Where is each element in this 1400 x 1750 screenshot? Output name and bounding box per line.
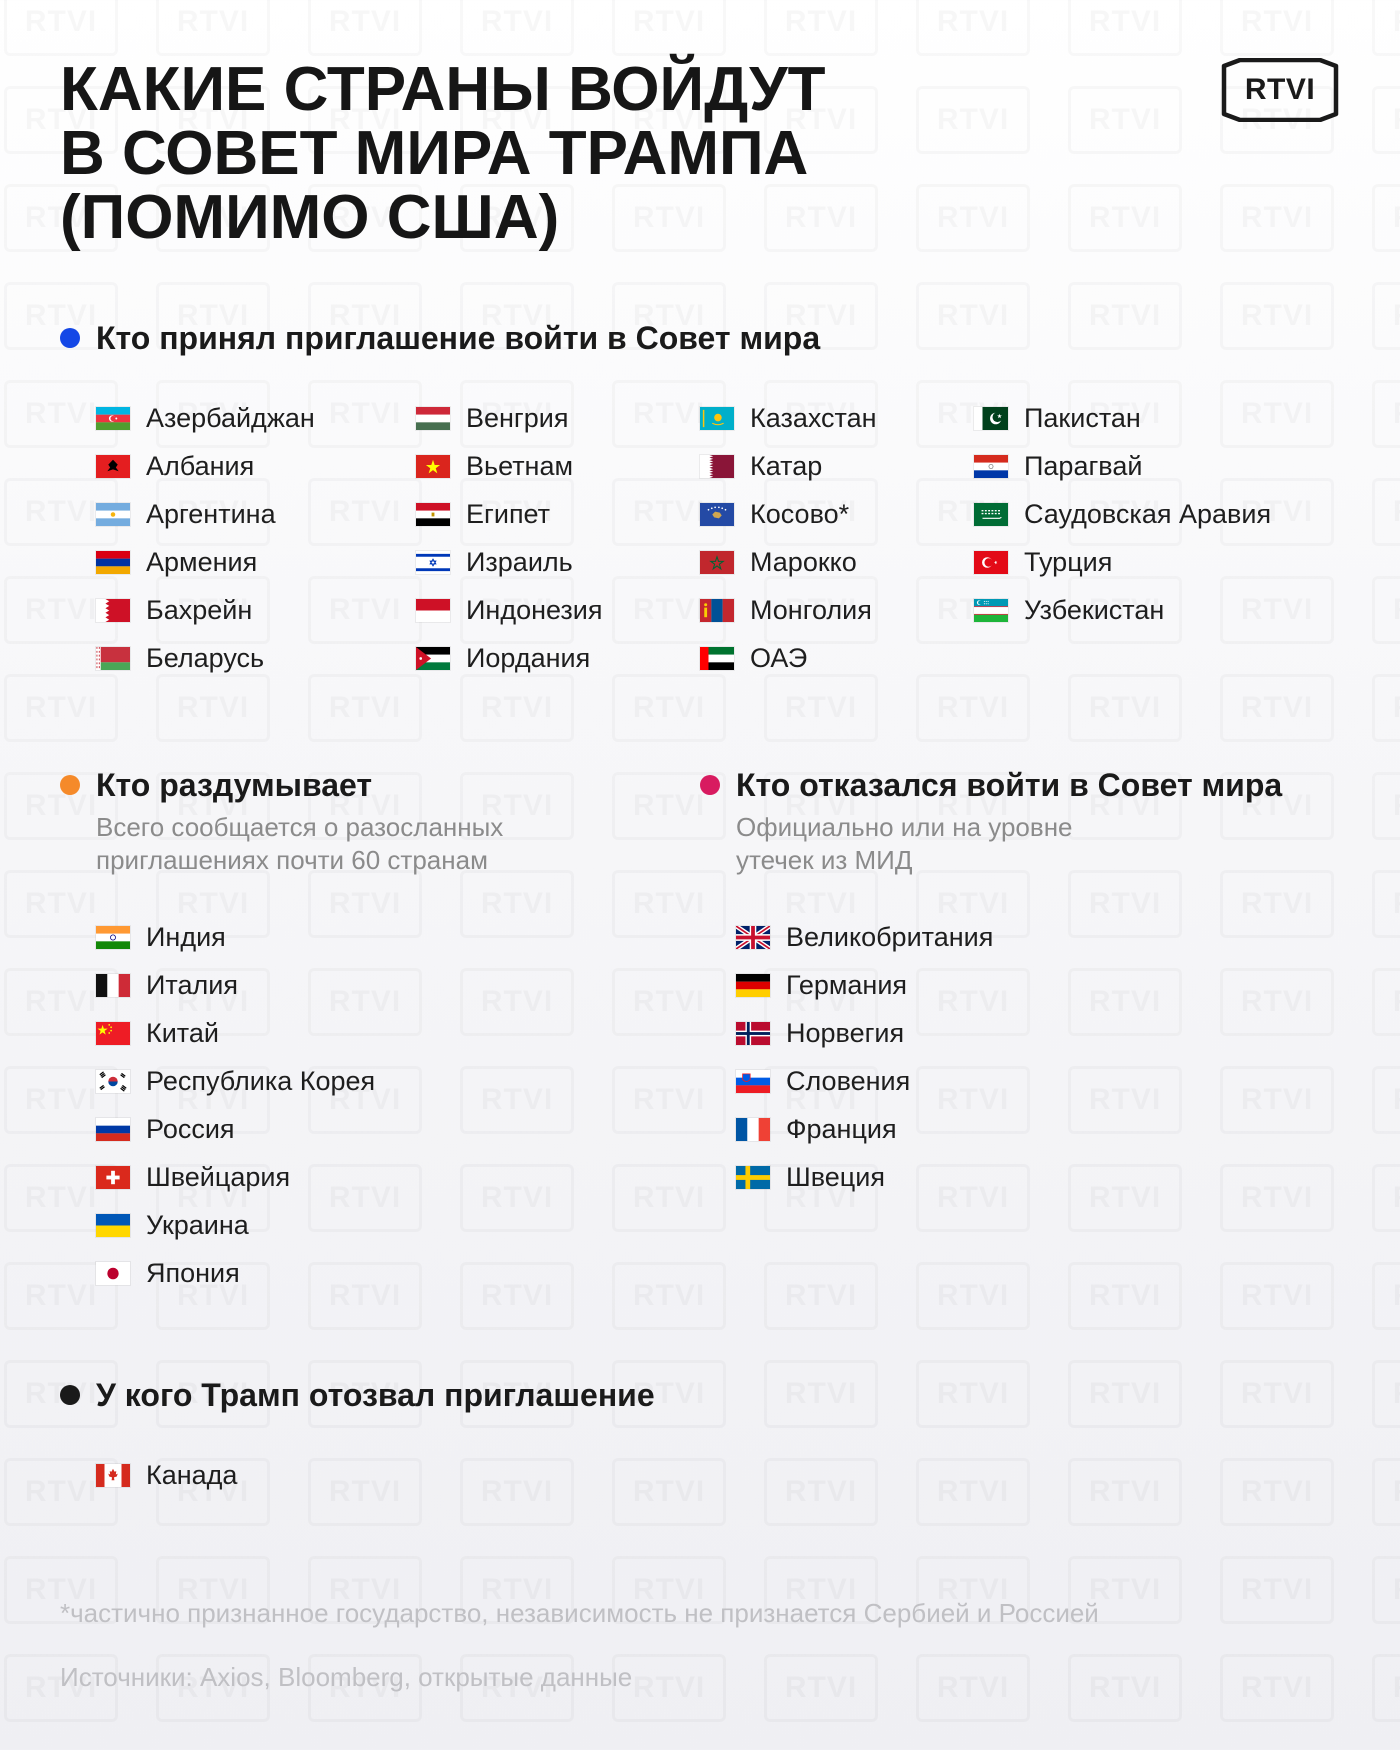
watermark-logo bbox=[764, 0, 878, 56]
watermark-logo bbox=[1220, 184, 1334, 252]
turkey-flag-icon bbox=[974, 551, 1008, 574]
argentina-flag-icon bbox=[96, 503, 130, 526]
country-name: Монголия bbox=[750, 594, 872, 625]
black-dot-icon bbox=[60, 1385, 80, 1405]
watermark-logo bbox=[460, 0, 574, 56]
watermark-logo bbox=[1220, 0, 1334, 56]
country-item bbox=[416, 634, 700, 682]
watermark-logo bbox=[156, 674, 270, 742]
canada-flag-icon bbox=[96, 1464, 130, 1487]
country-name: Словения bbox=[786, 1065, 911, 1096]
blue-dot-icon bbox=[60, 328, 80, 348]
country-item bbox=[736, 1105, 1236, 1153]
country-name: Беларусь bbox=[146, 642, 265, 673]
kosovo-flag-icon bbox=[700, 503, 734, 526]
country-name: Япония bbox=[146, 1257, 240, 1288]
country-item bbox=[974, 490, 1304, 538]
country-name: Республика Корея bbox=[146, 1065, 376, 1096]
country-name: Аргентина bbox=[146, 498, 276, 529]
country-name: Норвегия bbox=[786, 1017, 905, 1048]
uae-flag-icon bbox=[700, 647, 734, 670]
country-item bbox=[700, 586, 974, 634]
watermark-logo bbox=[1372, 1066, 1400, 1134]
watermark-logo bbox=[612, 674, 726, 742]
country-item bbox=[700, 442, 974, 490]
section-accepted bbox=[60, 318, 1360, 682]
watermark-logo bbox=[1372, 1654, 1400, 1722]
watermark-logo bbox=[1068, 1654, 1182, 1722]
country-item bbox=[736, 1057, 1236, 1105]
country-name: Саудовская Аравия bbox=[1024, 498, 1272, 529]
armenia-flag-icon bbox=[96, 551, 130, 574]
vietnam-flag-icon bbox=[416, 455, 450, 478]
country-name: Канада bbox=[146, 1459, 238, 1490]
watermark-logo bbox=[916, 674, 1030, 742]
watermark-logo bbox=[1068, 1360, 1182, 1428]
germany-flag-icon bbox=[736, 974, 770, 997]
russia-flag-icon bbox=[96, 1118, 130, 1141]
azerbaijan-flag-icon bbox=[96, 407, 130, 430]
watermark-logo bbox=[1068, 1458, 1182, 1526]
rtvi-logo bbox=[1220, 58, 1340, 122]
watermark-logo bbox=[1220, 1262, 1334, 1330]
switzerland-flag-icon bbox=[96, 1166, 130, 1189]
watermark-logo bbox=[1068, 184, 1182, 252]
country-item bbox=[700, 394, 974, 442]
watermark-logo bbox=[764, 1654, 878, 1722]
country-item bbox=[96, 394, 416, 442]
country-item bbox=[736, 913, 1236, 961]
albania-flag-icon bbox=[96, 455, 130, 478]
country-name: Франция bbox=[786, 1113, 897, 1144]
country-name: Катар bbox=[750, 450, 823, 481]
country-name: Казахстан bbox=[750, 402, 877, 433]
country-list-considering bbox=[96, 913, 660, 1297]
egypt-flag-icon bbox=[416, 503, 450, 526]
country-item bbox=[96, 1009, 596, 1057]
country-name: Марокко bbox=[750, 546, 857, 577]
section-withdrawn bbox=[60, 1375, 960, 1499]
section-header bbox=[60, 765, 660, 805]
page-title bbox=[60, 55, 960, 252]
title-line: (ПОМИМО США) bbox=[60, 183, 560, 252]
country-list-accepted bbox=[96, 394, 1360, 682]
slovenia-flag-icon bbox=[736, 1070, 770, 1093]
watermark-logo bbox=[156, 0, 270, 56]
belarus-flag-icon bbox=[96, 647, 130, 670]
sources: Источники: Axios, Bloomberg, открытые данные bbox=[60, 1662, 633, 1692]
country-item bbox=[96, 1153, 596, 1201]
country-item bbox=[96, 1201, 596, 1249]
country-name: Армения bbox=[146, 546, 258, 577]
section-header bbox=[60, 318, 1360, 358]
watermark-logo bbox=[1220, 674, 1334, 742]
country-name: Швейцария bbox=[146, 1161, 291, 1192]
section-considering bbox=[60, 765, 660, 1297]
country-name: Индонезия bbox=[466, 594, 603, 625]
country-name: Великобритания bbox=[786, 921, 994, 952]
country-item bbox=[96, 961, 596, 1009]
country-item bbox=[96, 1249, 596, 1297]
country-item bbox=[416, 586, 700, 634]
watermark-logo bbox=[1372, 1360, 1400, 1428]
bahrain-flag-icon bbox=[96, 599, 130, 622]
watermark-logo bbox=[1220, 1654, 1334, 1722]
country-name: Израиль bbox=[466, 546, 573, 577]
paraguay-flag-icon bbox=[974, 455, 1008, 478]
country-item bbox=[700, 538, 974, 586]
watermark-logo bbox=[1068, 86, 1182, 154]
section-refused bbox=[700, 765, 1340, 1201]
india-flag-icon bbox=[96, 926, 130, 949]
country-name: Косово* bbox=[750, 498, 850, 529]
country-name: Вьетнам bbox=[466, 450, 574, 481]
country-name: Египет bbox=[466, 498, 551, 529]
pakistan-flag-icon bbox=[974, 407, 1008, 430]
country-item bbox=[700, 634, 974, 682]
country-name: Азербайджан bbox=[146, 402, 315, 433]
watermark-logo bbox=[1372, 478, 1400, 546]
section-title: Кто раздумывает bbox=[96, 766, 373, 803]
watermark-logo bbox=[1372, 282, 1400, 350]
country-list-refused bbox=[736, 913, 1340, 1201]
italy-flag-icon bbox=[96, 974, 130, 997]
country-column bbox=[96, 394, 416, 682]
country-name: Россия bbox=[146, 1113, 235, 1144]
country-item bbox=[96, 442, 416, 490]
country-name: Узбекистан bbox=[1024, 594, 1165, 625]
country-item bbox=[416, 490, 700, 538]
watermark-logo bbox=[1372, 1458, 1400, 1526]
country-column bbox=[96, 913, 596, 1297]
logo-text: RTVI bbox=[1244, 73, 1316, 106]
watermark-logo bbox=[1372, 184, 1400, 252]
section-subtitle: Официально или на уровне утечек из МИД bbox=[736, 812, 1073, 875]
watermark-logo bbox=[764, 1262, 878, 1330]
country-list-withdrawn bbox=[96, 1451, 960, 1499]
country-item bbox=[96, 1451, 596, 1499]
section-title: Кто принял приглашение войти в Совет мира bbox=[96, 319, 821, 356]
country-name: Италия bbox=[146, 969, 238, 1000]
country-item bbox=[974, 538, 1304, 586]
mongolia-flag-icon bbox=[700, 599, 734, 622]
watermark-logo bbox=[916, 1654, 1030, 1722]
country-column bbox=[974, 394, 1304, 682]
country-column bbox=[416, 394, 700, 682]
footnote: *частично признанное государство, независимость не признается Сербией и Россией bbox=[60, 1598, 1099, 1628]
country-item bbox=[736, 1009, 1236, 1057]
watermark-logo bbox=[1372, 1556, 1400, 1624]
watermark-logo bbox=[916, 0, 1030, 56]
jordan-flag-icon bbox=[416, 647, 450, 670]
country-name: Швеция bbox=[786, 1161, 885, 1192]
watermark-logo bbox=[1372, 772, 1400, 840]
title-line: В СОВЕТ МИРА ТРАМПА bbox=[60, 119, 809, 188]
country-item bbox=[736, 1153, 1236, 1201]
watermark-logo bbox=[1372, 968, 1400, 1036]
saudi-arabia-flag-icon bbox=[974, 503, 1008, 526]
country-item bbox=[96, 913, 596, 961]
country-column bbox=[700, 394, 974, 682]
country-item bbox=[96, 538, 416, 586]
country-item bbox=[96, 1057, 596, 1105]
country-name: Украина bbox=[146, 1209, 249, 1240]
france-flag-icon bbox=[736, 1118, 770, 1141]
watermark-logo bbox=[764, 674, 878, 742]
country-item bbox=[974, 394, 1304, 442]
country-item bbox=[96, 634, 416, 682]
watermark-logo bbox=[1372, 870, 1400, 938]
country-item bbox=[96, 586, 416, 634]
country-item bbox=[974, 586, 1304, 634]
watermark-logo bbox=[1372, 674, 1400, 742]
watermark-logo bbox=[1068, 0, 1182, 56]
indonesia-flag-icon bbox=[416, 599, 450, 622]
country-item bbox=[974, 442, 1304, 490]
country-name: Германия bbox=[786, 969, 908, 1000]
section-title: Кто отказался войти в Совет мира bbox=[736, 766, 1283, 803]
country-item bbox=[96, 1105, 596, 1153]
country-item bbox=[416, 442, 700, 490]
watermark-logo bbox=[1372, 86, 1400, 154]
hungary-flag-icon bbox=[416, 407, 450, 430]
title-line: КАКИЕ СТРАНЫ ВОЙДУТ bbox=[60, 55, 826, 124]
watermark-logo bbox=[1372, 0, 1400, 56]
country-name: Венгрия bbox=[466, 402, 569, 433]
country-column bbox=[736, 913, 1236, 1201]
israel-flag-icon bbox=[416, 551, 450, 574]
watermark-logo bbox=[1220, 1360, 1334, 1428]
country-item bbox=[736, 961, 1236, 1009]
country-name: Турция bbox=[1024, 546, 1113, 577]
watermark-logo bbox=[4, 0, 118, 56]
watermark-logo bbox=[308, 674, 422, 742]
country-name: Бахрейн bbox=[146, 594, 253, 625]
country-name: ОАЭ bbox=[750, 642, 808, 673]
watermark-logo bbox=[1220, 1556, 1334, 1624]
south-korea-flag-icon bbox=[96, 1070, 130, 1093]
section-title: У кого Трамп отозвал приглашение bbox=[96, 1376, 655, 1413]
morocco-flag-icon bbox=[700, 551, 734, 574]
section-header bbox=[60, 1375, 960, 1415]
china-flag-icon bbox=[96, 1022, 130, 1045]
watermark-logo bbox=[1372, 1164, 1400, 1232]
watermark-logo bbox=[1068, 674, 1182, 742]
country-item bbox=[416, 538, 700, 586]
country-name: Пакистан bbox=[1024, 402, 1141, 433]
kazakhstan-flag-icon bbox=[700, 407, 734, 430]
sweden-flag-icon bbox=[736, 1166, 770, 1189]
orange-dot-icon bbox=[60, 775, 80, 795]
country-name: Иордания bbox=[466, 642, 591, 673]
watermark-logo bbox=[1372, 380, 1400, 448]
watermark-logo bbox=[308, 0, 422, 56]
qatar-flag-icon bbox=[700, 455, 734, 478]
country-item bbox=[96, 490, 416, 538]
norway-flag-icon bbox=[736, 1022, 770, 1045]
section-subtitle: Всего сообщается о разосланных приглашениях почти 60 странам bbox=[96, 812, 504, 875]
country-name: Китай bbox=[146, 1017, 219, 1048]
watermark-logo bbox=[1372, 576, 1400, 644]
country-item bbox=[700, 490, 974, 538]
japan-flag-icon bbox=[96, 1262, 130, 1285]
country-name: Индия bbox=[146, 921, 226, 952]
watermark-logo bbox=[1220, 1458, 1334, 1526]
watermark-logo bbox=[612, 0, 726, 56]
watermark-logo bbox=[4, 674, 118, 742]
uzbekistan-flag-icon bbox=[974, 599, 1008, 622]
uk-flag-icon bbox=[736, 926, 770, 949]
section-header bbox=[700, 765, 1340, 805]
country-item bbox=[416, 394, 700, 442]
pink-dot-icon bbox=[700, 775, 720, 795]
country-name: Албания bbox=[146, 450, 255, 481]
ukraine-flag-icon bbox=[96, 1214, 130, 1237]
watermark-logo bbox=[916, 1262, 1030, 1330]
watermark-logo bbox=[1068, 1262, 1182, 1330]
watermark-logo bbox=[1372, 1262, 1400, 1330]
country-name: Парагвай bbox=[1024, 450, 1143, 481]
watermark-logo bbox=[460, 674, 574, 742]
country-column bbox=[96, 1451, 596, 1499]
